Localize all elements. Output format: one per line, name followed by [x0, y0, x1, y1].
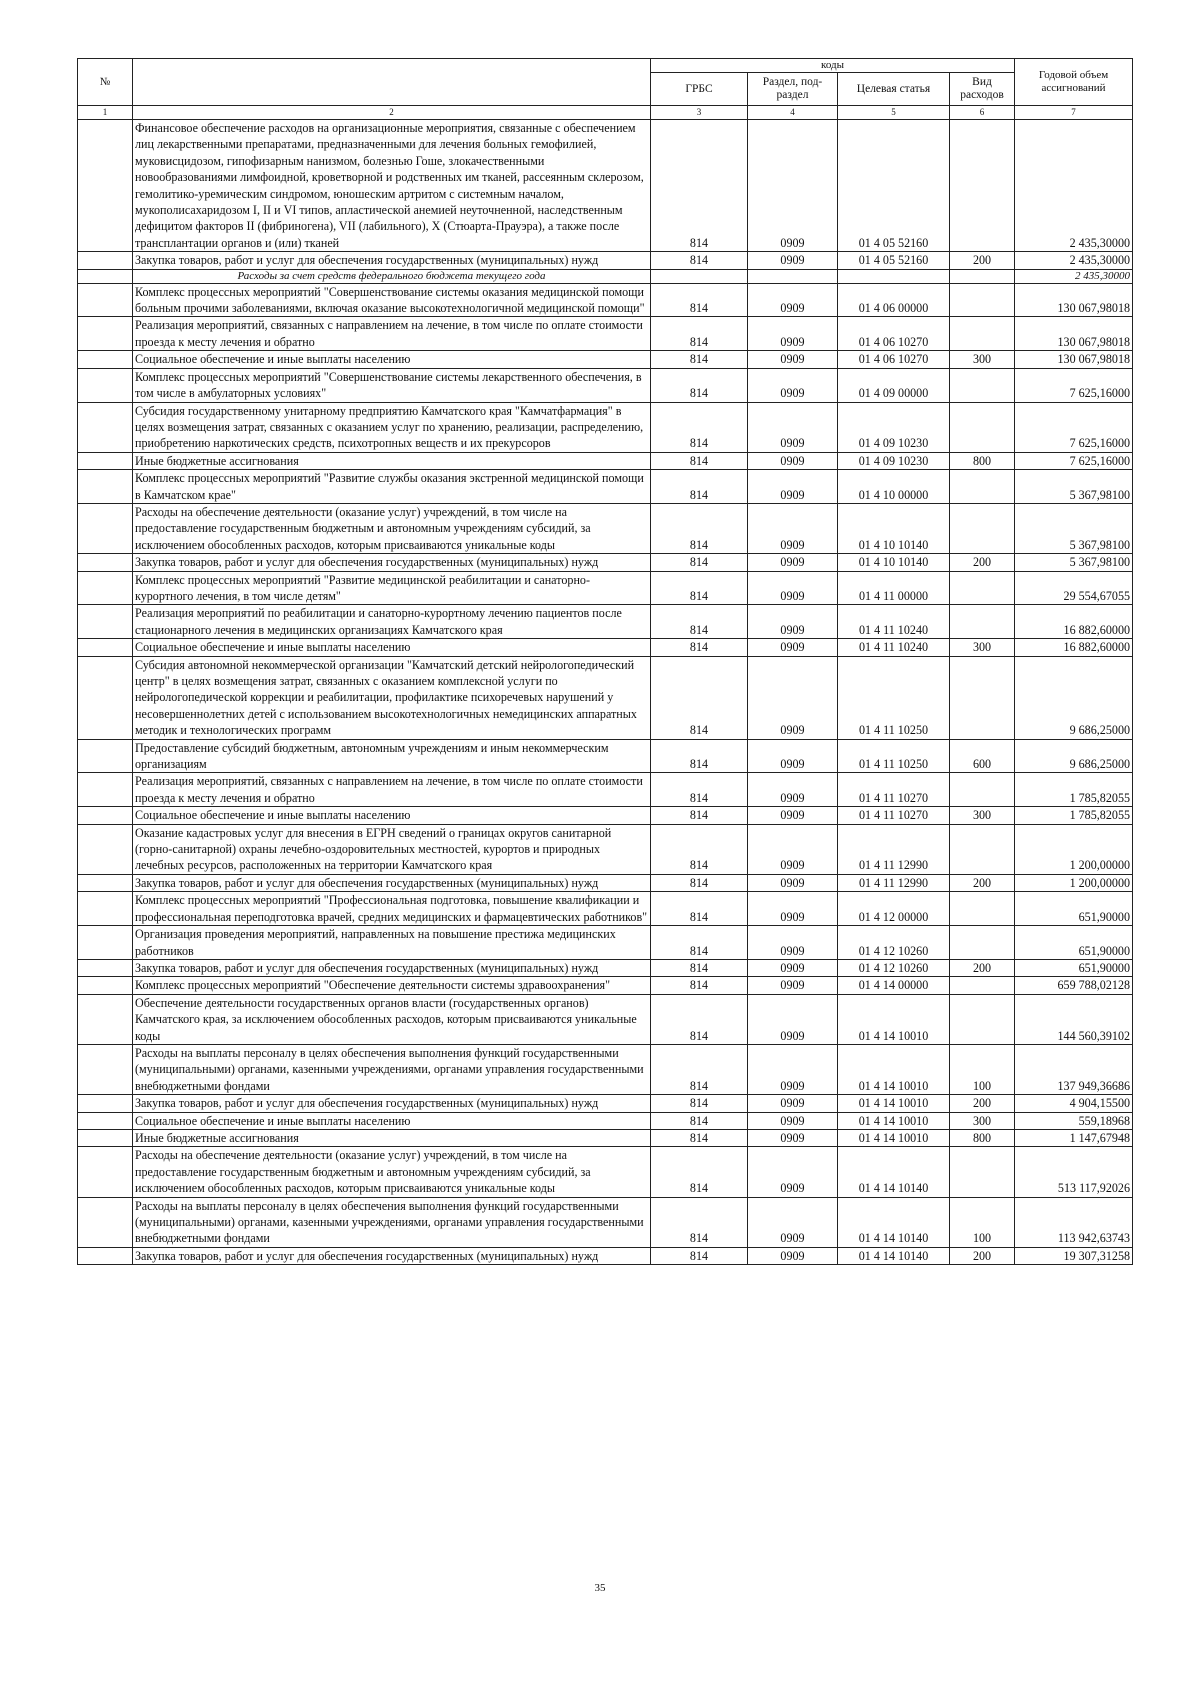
row-grbs-cell: 814 — [651, 639, 748, 656]
row-name-cell: Финансовое обеспечение расходов на организационные мероприятия, связанные с обеспечением лиц лекарственными препаратами, предназначенными для лечения больных гемофилией, муковисцидозом, гипофизарным нанизмом, болезнью Гоше, злокачественными новообразованиями лимфоидной, кроветворной и родственных им тканей, рассеянным склерозом, гемолитико-уремическим синдромом, юношеским артритом с системным началом, мукополисахаридозом I, II и VI типов, апластической анемией неуточненной, наследственным дефицитом факторов II (фибриногена), VII (лабильного), X (Стюарта-Прауэра), а также после трансплантации органов и (или) тканей — [133, 120, 651, 252]
row-amount-cell: 19 307,31258 — [1015, 1247, 1133, 1264]
row-section-cell: 0909 — [748, 1095, 838, 1112]
row-grbs-cell: 814 — [651, 824, 748, 874]
table-row — [78, 1095, 1133, 1112]
budget-table — [77, 58, 1133, 1265]
column-number: 3 — [651, 106, 748, 120]
row-name-cell: Социальное обеспечение и иные выплаты населению — [133, 807, 651, 824]
row-grbs-cell: 814 — [651, 977, 748, 994]
row-grbs-cell: 814 — [651, 1247, 748, 1264]
row-grbs-cell: 814 — [651, 283, 748, 317]
row-expense-type-cell: 200 — [950, 252, 1015, 269]
table-row — [78, 739, 1133, 773]
row-target-cell: 01 4 11 10240 — [838, 639, 950, 656]
row-expense-type-cell — [950, 503, 1015, 553]
row-section-cell: 0909 — [748, 368, 838, 402]
row-expense-type-cell: 300 — [950, 351, 1015, 368]
row-section-cell: 0909 — [748, 807, 838, 824]
row-expense-type-cell — [950, 977, 1015, 994]
row-grbs-cell: 814 — [651, 739, 748, 773]
row-name-cell: Реализация мероприятий, связанных с направлением на лечение, в том числе по оплате стоимости проезда к месту лечения и обратно — [133, 317, 651, 351]
table-row — [78, 959, 1133, 976]
row-number-cell — [78, 120, 133, 252]
row-target-cell: 01 4 06 10270 — [838, 317, 950, 351]
row-section-cell: 0909 — [748, 656, 838, 739]
row-name-cell: Обеспечение деятельности государственных органов власти (государственных органов) Камчатского края, за исключением обособленных расходов, которым присваиваются уникальные коды — [133, 994, 651, 1044]
row-grbs-cell: 814 — [651, 1197, 748, 1247]
row-name-cell: Социальное обеспечение и иные выплаты населению — [133, 351, 651, 368]
row-section-cell: 0909 — [748, 571, 838, 605]
table-row — [78, 605, 1133, 639]
row-number-cell — [78, 1147, 133, 1197]
row-amount-cell: 16 882,60000 — [1015, 605, 1133, 639]
table-row — [78, 269, 1133, 283]
row-number-cell — [78, 351, 133, 368]
row-grbs-cell: 814 — [651, 503, 748, 553]
row-expense-type-cell — [950, 402, 1015, 452]
row-amount-cell: 513 117,92026 — [1015, 1147, 1133, 1197]
row-number-cell — [78, 773, 133, 807]
row-grbs-cell: 814 — [651, 554, 748, 571]
row-target-cell: 01 4 14 10010 — [838, 1095, 950, 1112]
row-target-cell: 01 4 06 10270 — [838, 351, 950, 368]
row-name-cell: Иные бюджетные ассигнования — [133, 452, 651, 469]
row-number-cell — [78, 571, 133, 605]
row-section-cell: 0909 — [748, 1044, 838, 1094]
row-amount-cell: 651,90000 — [1015, 926, 1133, 960]
row-number-cell — [78, 739, 133, 773]
row-target-cell: 01 4 14 10010 — [838, 1129, 950, 1146]
row-amount-cell: 1 785,82055 — [1015, 773, 1133, 807]
table-row — [78, 368, 1133, 402]
row-grbs-cell: 814 — [651, 773, 748, 807]
row-expense-type-cell: 300 — [950, 639, 1015, 656]
column-number: 2 — [133, 106, 651, 120]
row-amount-cell: 2 435,30000 — [1015, 269, 1133, 283]
row-amount-cell: 5 367,98100 — [1015, 554, 1133, 571]
row-expense-type-cell — [950, 994, 1015, 1044]
table-row — [78, 283, 1133, 317]
row-expense-type-cell: 800 — [950, 452, 1015, 469]
row-grbs-cell: 814 — [651, 1147, 748, 1197]
row-amount-cell: 130 067,98018 — [1015, 351, 1133, 368]
row-section-cell: 0909 — [748, 926, 838, 960]
row-name-cell: Организация проведения мероприятий, направленных на повышение престижа медицинских работников — [133, 926, 651, 960]
row-number-cell — [78, 283, 133, 317]
row-expense-type-cell: 200 — [950, 554, 1015, 571]
row-grbs-cell: 814 — [651, 656, 748, 739]
table-header — [78, 59, 1133, 120]
row-grbs-cell: 814 — [651, 1044, 748, 1094]
row-section-cell: 0909 — [748, 452, 838, 469]
row-amount-cell: 1 200,00000 — [1015, 824, 1133, 874]
row-name-cell: Закупка товаров, работ и услуг для обеспечения государственных (муниципальных) нужд — [133, 874, 651, 891]
row-section-cell: 0909 — [748, 120, 838, 252]
row-target-cell: 01 4 09 10230 — [838, 452, 950, 469]
row-number-cell — [78, 874, 133, 891]
row-grbs-cell: 814 — [651, 368, 748, 402]
row-name-cell: Комплекс процессных мероприятий "Профессиональная подготовка, повышение квалификации и профессиональная переподготовка врачей, средних медицинских и фармацевтических работников" — [133, 892, 651, 926]
row-expense-type-cell — [950, 571, 1015, 605]
row-name-cell: Закупка товаров, работ и услуг для обеспечения государственных (муниципальных) нужд — [133, 1247, 651, 1264]
row-name-cell: Расходы на обеспечение деятельности (оказание услуг) учреждений, в том числе на предоставление государственным бюджетным и автономным учреждениям субсидий, за исключением обособленных расходов, которым присваиваются уникальные коды — [133, 1147, 651, 1197]
table-row — [78, 1112, 1133, 1129]
row-name-cell: Закупка товаров, работ и услуг для обеспечения государственных (муниципальных) нужд — [133, 252, 651, 269]
table-row — [78, 639, 1133, 656]
row-amount-cell: 130 067,98018 — [1015, 317, 1133, 351]
row-amount-cell: 1 200,00000 — [1015, 874, 1133, 891]
row-target-cell: 01 4 09 10230 — [838, 402, 950, 452]
row-grbs-cell: 814 — [651, 994, 748, 1044]
row-expense-type-cell: 200 — [950, 1095, 1015, 1112]
row-number-cell — [78, 892, 133, 926]
row-number-cell — [78, 1129, 133, 1146]
row-number-cell — [78, 402, 133, 452]
row-section-cell: 0909 — [748, 824, 838, 874]
column-number: 6 — [950, 106, 1015, 120]
row-target-cell: 01 4 11 10270 — [838, 773, 950, 807]
row-section-cell: 0909 — [748, 773, 838, 807]
row-section-cell: 0909 — [748, 317, 838, 351]
row-amount-cell: 7 625,16000 — [1015, 452, 1133, 469]
row-name-cell: Реализация мероприятий, связанных с направлением на лечение, в том числе по оплате стоимости проезда к месту лечения и обратно — [133, 773, 651, 807]
table-row — [78, 773, 1133, 807]
row-grbs-cell: 814 — [651, 351, 748, 368]
table-row — [78, 874, 1133, 891]
row-grbs-cell: 814 — [651, 807, 748, 824]
row-number-cell — [78, 368, 133, 402]
row-section-cell: 0909 — [748, 639, 838, 656]
row-target-cell: 01 4 11 12990 — [838, 824, 950, 874]
table-row — [78, 1247, 1133, 1264]
row-section-cell: 0909 — [748, 503, 838, 553]
row-grbs-cell: 814 — [651, 892, 748, 926]
row-grbs-cell: 814 — [651, 605, 748, 639]
row-number-cell — [78, 1247, 133, 1264]
row-target-cell — [838, 269, 950, 283]
row-expense-type-cell: 300 — [950, 807, 1015, 824]
row-name-cell: Реализация мероприятий по реабилитации и санаторно-курортному лечению пациентов после стационарного лечения в медицинских организациях Камчатского края — [133, 605, 651, 639]
table-row — [78, 554, 1133, 571]
row-number-cell — [78, 470, 133, 504]
row-expense-type-cell — [950, 269, 1015, 283]
row-name-cell: Оказание кадастровых услуг для внесения в ЕГРН сведений о границах округов санитарной (горно-санитарной) охраны лечебно-оздоровительных местностей, курортов и природных лечебных ресурсов, расположенных на территории Камчатского края — [133, 824, 651, 874]
row-expense-type-cell: 100 — [950, 1044, 1015, 1094]
row-section-cell: 0909 — [748, 605, 838, 639]
row-amount-cell: 7 625,16000 — [1015, 402, 1133, 452]
table-row — [78, 252, 1133, 269]
table-row — [78, 656, 1133, 739]
row-section-cell: 0909 — [748, 470, 838, 504]
row-target-cell: 01 4 11 10250 — [838, 656, 950, 739]
row-amount-cell: 1 785,82055 — [1015, 807, 1133, 824]
row-number-cell — [78, 807, 133, 824]
row-grbs-cell: 814 — [651, 1112, 748, 1129]
row-grbs-cell: 814 — [651, 1095, 748, 1112]
row-number-cell — [78, 317, 133, 351]
row-target-cell: 01 4 11 12990 — [838, 874, 950, 891]
row-name-cell: Иные бюджетные ассигнования — [133, 1129, 651, 1146]
row-name-cell: Расходы за счет средств федерального бюджета текущего года — [133, 269, 651, 283]
row-section-cell: 0909 — [748, 739, 838, 773]
row-target-cell: 01 4 11 00000 — [838, 571, 950, 605]
table-row — [78, 1044, 1133, 1094]
row-amount-cell: 651,90000 — [1015, 959, 1133, 976]
row-expense-type-cell — [950, 824, 1015, 874]
row-number-cell — [78, 1197, 133, 1247]
row-expense-type-cell — [950, 120, 1015, 252]
row-grbs-cell: 814 — [651, 317, 748, 351]
row-section-cell: 0909 — [748, 994, 838, 1044]
header-grbs: ГРБС — [651, 73, 748, 106]
table-row — [78, 317, 1133, 351]
row-grbs-cell — [651, 269, 748, 283]
row-target-cell: 01 4 14 10140 — [838, 1197, 950, 1247]
row-number-cell — [78, 269, 133, 283]
row-target-cell: 01 4 12 10260 — [838, 959, 950, 976]
row-expense-type-cell — [950, 317, 1015, 351]
row-expense-type-cell — [950, 656, 1015, 739]
row-number-cell — [78, 252, 133, 269]
row-target-cell: 01 4 14 10140 — [838, 1247, 950, 1264]
page-number: 35 — [594, 1582, 606, 1594]
row-expense-type-cell — [950, 605, 1015, 639]
row-target-cell: 01 4 11 10270 — [838, 807, 950, 824]
row-target-cell: 01 4 14 10010 — [838, 1112, 950, 1129]
row-section-cell: 0909 — [748, 402, 838, 452]
header-name — [133, 59, 651, 106]
row-number-cell — [78, 452, 133, 469]
header-expense-type: Вид расходов — [950, 73, 1015, 106]
row-section-cell: 0909 — [748, 554, 838, 571]
row-section-cell: 0909 — [748, 1112, 838, 1129]
row-expense-type-cell: 200 — [950, 874, 1015, 891]
row-amount-cell: 144 560,39102 — [1015, 994, 1133, 1044]
row-amount-cell: 2 435,30000 — [1015, 120, 1133, 252]
row-target-cell: 01 4 05 52160 — [838, 252, 950, 269]
table-row — [78, 824, 1133, 874]
header-codes: коды — [651, 59, 1015, 73]
row-number-cell — [78, 605, 133, 639]
row-section-cell: 0909 — [748, 1197, 838, 1247]
row-section-cell — [748, 269, 838, 283]
budget-sheet — [77, 58, 1132, 1265]
row-section-cell: 0909 — [748, 892, 838, 926]
table-row — [78, 503, 1133, 553]
row-name-cell: Комплекс процессных мероприятий "Обеспечение деятельности системы здравоохранения" — [133, 977, 651, 994]
row-section-cell: 0909 — [748, 1129, 838, 1146]
row-name-cell: Комплекс процессных мероприятий "Совершенствование системы лекарственного обеспечения, в том числе в амбулаторных условиях" — [133, 368, 651, 402]
row-expense-type-cell — [950, 368, 1015, 402]
row-expense-type-cell: 600 — [950, 739, 1015, 773]
table-row — [78, 994, 1133, 1044]
row-section-cell: 0909 — [748, 874, 838, 891]
row-name-cell: Комплекс процессных мероприятий "Развитие службы оказания экстренной медицинской помощи в Камчатском крае" — [133, 470, 651, 504]
row-target-cell: 01 4 14 10140 — [838, 1147, 950, 1197]
row-amount-cell: 4 904,15500 — [1015, 1095, 1133, 1112]
table-row — [78, 892, 1133, 926]
row-name-cell: Закупка товаров, работ и услуг для обеспечения государственных (муниципальных) нужд — [133, 554, 651, 571]
row-name-cell: Субсидия автономной некоммерческой организации "Камчатский детский нейрологопедический центр" в целях возмещения затрат, связанных с оказанием комплексной услуги по нейрологопедической коррекции и реабилитации, профилактике психоречевых нарушений у несовершеннолетних детей с использованием высокотехнологичных немедицинских аппаратных методик и технологических программ — [133, 656, 651, 739]
row-expense-type-cell: 800 — [950, 1129, 1015, 1146]
header-number: № — [78, 59, 133, 106]
row-amount-cell: 559,18968 — [1015, 1112, 1133, 1129]
row-amount-cell: 2 435,30000 — [1015, 252, 1133, 269]
table-row — [78, 120, 1133, 252]
row-target-cell: 01 4 14 00000 — [838, 977, 950, 994]
row-target-cell: 01 4 10 00000 — [838, 470, 950, 504]
row-target-cell: 01 4 09 00000 — [838, 368, 950, 402]
header-target: Целевая статья — [838, 73, 950, 106]
row-section-cell: 0909 — [748, 1247, 838, 1264]
row-number-cell — [78, 1095, 133, 1112]
row-expense-type-cell: 300 — [950, 1112, 1015, 1129]
row-expense-type-cell — [950, 926, 1015, 960]
table-row — [78, 452, 1133, 469]
row-amount-cell: 137 949,36686 — [1015, 1044, 1133, 1094]
row-number-cell — [78, 639, 133, 656]
row-section-cell: 0909 — [748, 283, 838, 317]
row-number-cell — [78, 824, 133, 874]
table-row — [78, 807, 1133, 824]
row-amount-cell: 7 625,16000 — [1015, 368, 1133, 402]
row-name-cell: Социальное обеспечение и иные выплаты населению — [133, 1112, 651, 1129]
row-target-cell: 01 4 12 00000 — [838, 892, 950, 926]
table-row — [78, 926, 1133, 960]
table-row — [78, 977, 1133, 994]
row-expense-type-cell: 200 — [950, 959, 1015, 976]
row-name-cell: Закупка товаров, работ и услуг для обеспечения государственных (муниципальных) нужд — [133, 959, 651, 976]
row-section-cell: 0909 — [748, 959, 838, 976]
row-section-cell: 0909 — [748, 1147, 838, 1197]
row-expense-type-cell — [950, 773, 1015, 807]
table-row — [78, 571, 1133, 605]
row-number-cell — [78, 994, 133, 1044]
row-name-cell: Расходы на выплаты персоналу в целях обеспечения выполнения функций государственными (муниципальными) органами, казенными учреждениями, органами управления государственными внебюджетными фондами — [133, 1044, 651, 1094]
row-amount-cell: 9 686,25000 — [1015, 739, 1133, 773]
row-amount-cell: 29 554,67055 — [1015, 571, 1133, 605]
row-target-cell: 01 4 14 10010 — [838, 1044, 950, 1094]
row-amount-cell: 651,90000 — [1015, 892, 1133, 926]
table-row — [78, 1129, 1133, 1146]
row-amount-cell: 1 147,67948 — [1015, 1129, 1133, 1146]
row-expense-type-cell — [950, 892, 1015, 926]
column-number: 7 — [1015, 106, 1133, 120]
row-amount-cell: 5 367,98100 — [1015, 470, 1133, 504]
row-number-cell — [78, 1112, 133, 1129]
row-grbs-cell: 814 — [651, 926, 748, 960]
row-name-cell: Расходы на выплаты персоналу в целях обеспечения выполнения функций государственными (муниципальными) органами, казенными учреждениями, органами управления государственными внебюджетными фондами — [133, 1197, 651, 1247]
row-name-cell: Предоставление субсидий бюджетным, автономным учреждениям и иным некоммерческим организациям — [133, 739, 651, 773]
row-expense-type-cell — [950, 283, 1015, 317]
table-row — [78, 1197, 1133, 1247]
table-row — [78, 1147, 1133, 1197]
row-name-cell: Комплекс процессных мероприятий "Совершенствование системы оказания медицинской помощи больным прочими заболеваниями, включая оказание высокотехнологичной медицинской помощи" — [133, 283, 651, 317]
row-target-cell: 01 4 05 52160 — [838, 120, 950, 252]
row-grbs-cell: 814 — [651, 252, 748, 269]
row-grbs-cell: 814 — [651, 571, 748, 605]
row-name-cell: Расходы на обеспечение деятельности (оказание услуг) учреждений, в том числе на предоставление государственным бюджетным и автономным учреждениям субсидий, за исключением обособленных расходов, которым присваиваются уникальные коды — [133, 503, 651, 553]
row-grbs-cell: 814 — [651, 1129, 748, 1146]
row-grbs-cell: 814 — [651, 120, 748, 252]
row-number-cell — [78, 977, 133, 994]
row-name-cell: Социальное обеспечение и иные выплаты населению — [133, 639, 651, 656]
row-target-cell: 01 4 10 10140 — [838, 554, 950, 571]
row-grbs-cell: 814 — [651, 470, 748, 504]
column-number: 1 — [78, 106, 133, 120]
column-number: 5 — [838, 106, 950, 120]
row-number-cell — [78, 1044, 133, 1094]
table-row — [78, 402, 1133, 452]
header-amount: Годовой объем ассигнований — [1015, 59, 1133, 106]
row-number-cell — [78, 959, 133, 976]
row-section-cell: 0909 — [748, 351, 838, 368]
header-section: Раздел, под-раздел — [748, 73, 838, 106]
table-row — [78, 351, 1133, 368]
row-number-cell — [78, 503, 133, 553]
row-target-cell: 01 4 11 10250 — [838, 739, 950, 773]
row-amount-cell: 9 686,25000 — [1015, 656, 1133, 739]
row-amount-cell: 113 942,63743 — [1015, 1197, 1133, 1247]
row-number-cell — [78, 926, 133, 960]
row-grbs-cell: 814 — [651, 452, 748, 469]
row-section-cell: 0909 — [748, 252, 838, 269]
row-number-cell — [78, 656, 133, 739]
row-section-cell: 0909 — [748, 977, 838, 994]
row-target-cell: 01 4 10 10140 — [838, 503, 950, 553]
row-amount-cell: 130 067,98018 — [1015, 283, 1133, 317]
row-grbs-cell: 814 — [651, 402, 748, 452]
row-expense-type-cell: 100 — [950, 1197, 1015, 1247]
row-grbs-cell: 814 — [651, 959, 748, 976]
row-name-cell: Комплекс процессных мероприятий "Развитие медицинской реабилитации и санаторно-курортного лечения, в том числе детям" — [133, 571, 651, 605]
table-row — [78, 470, 1133, 504]
row-expense-type-cell — [950, 470, 1015, 504]
table-body — [78, 120, 1133, 1265]
row-amount-cell: 5 367,98100 — [1015, 503, 1133, 553]
row-target-cell: 01 4 06 00000 — [838, 283, 950, 317]
row-amount-cell: 659 788,02128 — [1015, 977, 1133, 994]
row-expense-type-cell: 200 — [950, 1247, 1015, 1264]
row-target-cell: 01 4 14 10010 — [838, 994, 950, 1044]
row-expense-type-cell — [950, 1147, 1015, 1197]
row-target-cell: 01 4 11 10240 — [838, 605, 950, 639]
row-name-cell: Субсидия государственному унитарному предприятию Камчатского края "Камчатфармация" в целях возмещения затрат, связанных с оказанием услуг по хранению, реализации, распределению, приобретению наркотических средств, психотропных веществ и их прекурсоров — [133, 402, 651, 452]
row-name-cell: Закупка товаров, работ и услуг для обеспечения государственных (муниципальных) нужд — [133, 1095, 651, 1112]
row-grbs-cell: 814 — [651, 874, 748, 891]
row-amount-cell: 16 882,60000 — [1015, 639, 1133, 656]
column-number: 4 — [748, 106, 838, 120]
row-target-cell: 01 4 12 10260 — [838, 926, 950, 960]
row-number-cell — [78, 554, 133, 571]
